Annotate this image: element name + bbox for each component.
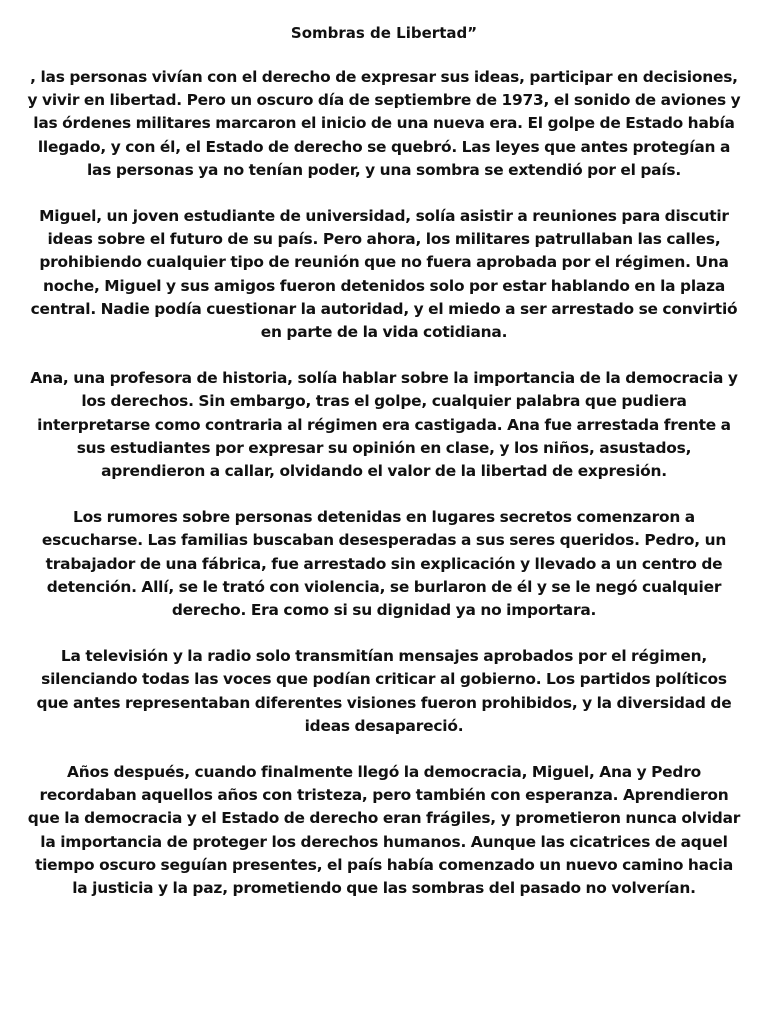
paragraph-conclusion: Años después, cuando finalmente llegó la democracia, Miguel, Ana y Pedro recordaban aquellos años con tristeza, pero también con esperanza. Aprendieron que la democracia y el Estado de derecho eran frágiles, y prometieron nunca olvidar la importancia de proteger los derechos humanos. Aunque las cicatrices de aquel tiempo oscuro seguían presentes, el país había comenzado un nuevo camino hacia la justicia y la paz, prometiendo que las sombras del pasado no volverían.: [27, 763, 741, 898]
document-title: Sombras de Libertad”: [290, 24, 478, 42]
paragraph-pedro: Los rumores sobre personas detenidas en lugares secretos comenzaron a escucharse. Las familias buscaban desesperadas a sus seres queridos. Pedro, un trabajador de una fábrica, fue arrestado sin explicación y llevado a un centro de detención. Allí, se le trató con violencia, se burlaron de él y se le negó cualquier derecho. Era como si su dignidad ya no importara.: [41, 508, 727, 620]
paragraph-miguel: Miguel, un joven estudiante de universidad, solía asistir a reuniones para discutir ideas sobre el futuro de su país. Pero ahora, los militares patrullaban las calles, prohibiendo cualquier tipo de reunión que no fuera aprobada por el régimen. Una noche, Miguel y sus amigos fueron detenidos solo por estar hablando en la plaza central. Nadie podía cuestionar la autoridad, y el miedo a ser arrestado se convirtió en parte de la vida cotidiana.: [30, 207, 738, 342]
paragraph-ana: Ana, una profesora de historia, solía hablar sobre la importancia de la democracia y los derechos. Sin embargo, tras el golpe, cualquier palabra que pudiera interpretarse como contraria al régimen era castigada. Ana fue arrestada frente a sus estudiantes por expresar su opinión en clase, y los niños, asustados, aprendieron a callar, olvidando el valor de la libertad de expresión.: [30, 369, 738, 481]
paragraph-intro: , las personas vivían con el derecho de expresar sus ideas, participar en decisiones, y vivir en libertad. Pero un oscuro día de septiembre de 1973, el sonido de aviones y las órdenes militares marcaron el inicio de una nueva era. El golpe de Estado había llegado, y con él, el Estado de derecho se quebró. Las leyes que antes protegían a las personas ya no tenían poder, y una sombra se extendió por el país.: [27, 68, 741, 179]
paragraph-media: La televisión y la radio solo transmitían mensajes aprobados por el régimen, silenciando todas las voces que podían criticar al gobierno. Los partidos políticos que antes representaban diferentes visiones fueron prohibidos, y la diversidad de ideas desapareció.: [36, 647, 732, 735]
